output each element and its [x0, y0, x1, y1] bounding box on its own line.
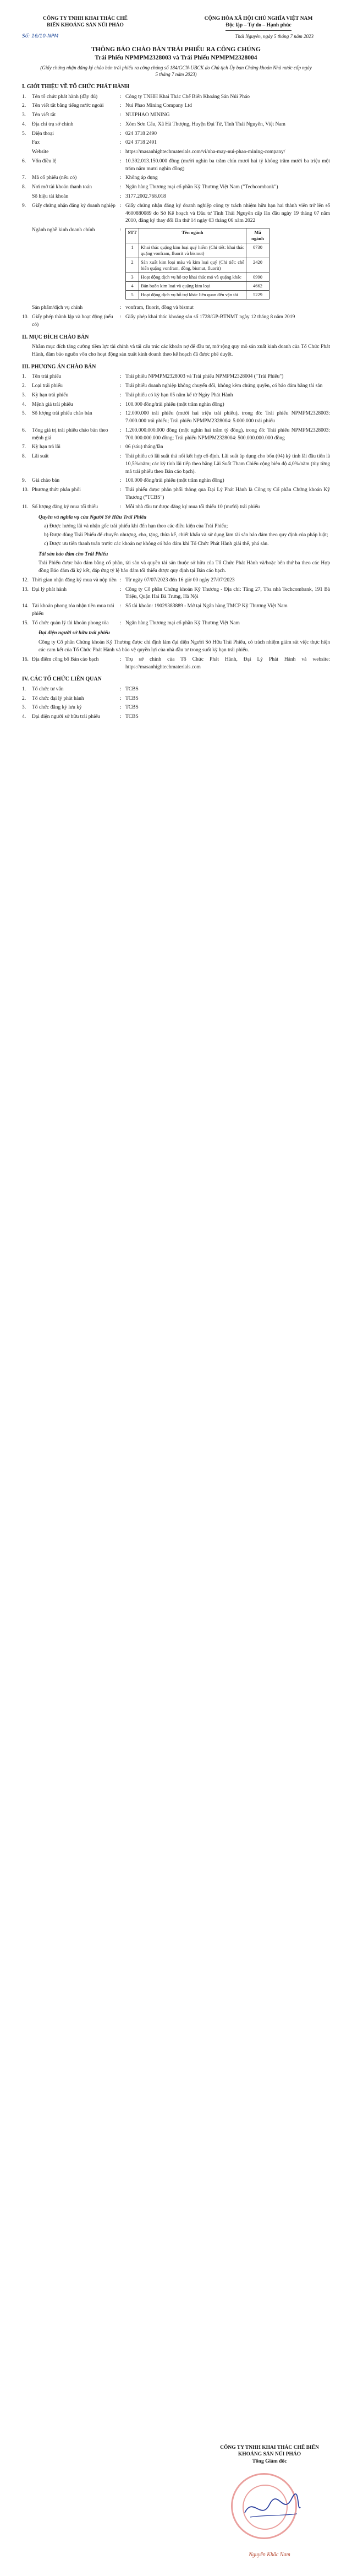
reference-line [22, 33, 330, 40]
offering-plan-row: 4. Mệnh giá trái phiếu : 100.000 đồng/trái phiếu (một trăm nghìn đồng) [22, 401, 224, 407]
issuer-name-line2: BIẾN KHOÁNG SẢN NÚI PHÁO [47, 23, 124, 29]
country-line: CỘNG HÒA XÃ HỘI CHỦ NGHĨA VIỆT NAM [204, 16, 313, 21]
holder-right-item: b) Được dùng Trái Phiếu để chuyển nhượng, cho, tặng, thừa kế, chiết khấu và sử dụng làm tài sản bảo đảm theo quy định của pháp luật; [44, 532, 328, 538]
section-2-heading: II. MỤC ĐÍCH CHÀO BÁN [22, 334, 89, 340]
col-code-header: Mã ngành [246, 228, 270, 243]
bondholder-representative-text: Công ty Cổ phần Chứng khoán Kỹ Thương được chỉ định làm đại diện Người Sở Hữu Trái Phiếu, có trách nhiệm giám sát việc thực hiện các cam kết của Tổ Chức Phát Hành và bảo vệ quyền lợi của nhà đầu tư trong suốt kỳ hạn trái phiếu. [38, 640, 330, 653]
document-date: Thái Nguyên, ngày 5 tháng 7 năm 2023 [235, 33, 314, 39]
offering-plan-row: 2. Loại trái phiếu : Trái phiếu doanh nghiệp không chuyển đổi, không kèm chứng quyền, có bảo đảm bằng tài sản [22, 383, 323, 389]
collateral-text: Trái Phiếu được bảo đảm bằng cổ phần, tài sản và quyền tài sản thuộc sở hữu của Tổ Chức Phát Hành và/hoặc bên thứ ba theo các Hợp đồng Bảo đảm đã ký kết, đáp ứng tỷ lệ bảo đảm tối thiểu được quy định tại Bản cáo bạch. [38, 560, 330, 574]
offering-plan-row: 10. Phương thức phân phối : Trái phiếu được phân phối thông qua Đại Lý Phát Hành là Công ty Cổ phần Chứng khoán Kỹ Thương ("TCBS") [22, 487, 330, 500]
document-title [22, 46, 330, 63]
issuer-info-row: 4. Địa chỉ trụ sở chính : Xóm Sơn Cẩu, Xã Hà Thượng, Huyện Đại Từ, Tỉnh Thái Nguyên, Việt Nam [22, 121, 285, 127]
signatory-name: Nguyễn Khắc Nam [249, 2552, 290, 2558]
bondholder-representative-heading: Đại diện người sở hữu trái phiếu [38, 630, 110, 636]
document-number: Số: 16/10-NPM [22, 33, 59, 39]
col-name-header: Tên ngành [139, 228, 246, 243]
business-lines-row: Ngành nghề kinh doanh chính : STT Tên ngành Mã ngành 1 Khai thác quặng kim loại quý hiếm (Chi tiết: khai thác quặng vonfram, fluorit và bismut) 0730 2 Sản xuất kim loại màu và kim loại quý (Chi tiết: chế biến quặng vonfram, đồng, bismut, fluorit) 2420 3 Hoạt động dịch vụ hỗ trợ khai thác mỏ và quặng khác 0990 4 Bán buôn kim loại và quặng kim loại 4662 5 Hoạt động dịch vụ hỗ trợ khác liên quan đến vận tải 5229 [22, 227, 330, 303]
table-row: 1 Khai thác quặng kim loại quý hiếm (Chi tiết: khai thác quặng vonfram, fluorit và bismut) 0730 [126, 243, 270, 258]
offering-plan-row: 6. Tổng giá trị trái phiếu chào bán theo mệnh giá : 1.200.000.000.000 đồng (một nghìn hai trăm tỷ đồng), trong đó: Trái phiếu NPMPM2328003: 700.000.000.000 đồng; Trái phiếu NPMPM2328004: 500.000.000.000 đồng [22, 427, 330, 441]
offering-plan-row: 15. Tổ chức quản lý tài khoản phong tỏa : Ngân hàng Thương mại cổ phần Kỹ Thương Việt Nam [22, 620, 240, 626]
section-1-heading: I. GIỚI THIỆU VỀ TỔ CHỨC PHÁT HÀNH [22, 84, 130, 90]
table-row: 3 Hoạt động dịch vụ hỗ trợ khai thác mỏ và quặng khác 0990 [126, 273, 270, 282]
offering-plan-row: 12. Thời gian nhận đăng ký mua và nộp tiền : Từ ngày 07/07/2023 đến 16 giờ 00 ngày 27/07/2023 [22, 577, 235, 583]
issuer-info-row: 3. Tên viết tắt : NUIPHAO MINING [22, 112, 170, 118]
license-row: 10. Giấy phép thành lập và hoạt động (nếu có) : Giấy phép khai thác khoáng sản số 1728/GP-BTNMT ngày 12 tháng 8 năm 2019 [22, 314, 295, 328]
business-registration-row: 9. Giấy chứng nhận đăng ký doanh nghiệp : Giấy chứng nhận đăng ký doanh nghiệp công ty trách nhiệm hữu hạn hai thành viên trở lên số 4600880089 do Sở Kế hoạch và Đầu tư Tỉnh Thái Nguyên cấp lần đầu ngày 19 tháng 07 năm 2010, đăng ký thay đổi lần thứ 14 ngày 03 tháng 06 năm 2022 [22, 203, 330, 224]
prospectus-location-row: 16. Địa điểm công bố Bản cáo bạch : Trụ sở chính của Tổ Chức Phát Hành, Đại Lý Phát Hành và website: https://masanhightechmaterials.com [22, 656, 330, 670]
issuer-info-row: 8. Nơi mở tài khoản thanh toán : Ngân hàng Thương mại cổ phần Kỹ Thương Việt Nam ("Techcombank") [22, 184, 278, 190]
national-header [187, 15, 330, 31]
offering-plan-row: 1. Tên trái phiếu : Trái phiếu NPMPM2328003 và Trái phiếu NPMPM2328004 ("Trái Phiếu") [22, 374, 284, 380]
offering-plan-row: 14. Tài khoản phong tỏa nhận tiền mua trái phiếu : Số tài khoản: 19029383889 - Mở tại Ngân hàng TMCP Kỹ Thương Việt Nam [22, 603, 288, 617]
related-org-row: 1. Tổ chức tư vấn : TCBS [22, 686, 139, 692]
issuer-info-row: Số hiệu tài khoản : 3177.2002.768.018 [32, 193, 166, 199]
offering-plan-row: 13. Đại lý phát hành : Công ty Cổ phần Chứng khoán Kỹ Thương - Địa chỉ: Tầng 27, Tòa nhà Techcombank, 191 Bà Triệu, Quận Hai Bà Trưng, Hà Nội [22, 586, 330, 600]
offering-plan-row: 3. Kỳ hạn trái phiếu : Trái phiếu có kỳ hạn 05 năm kể từ Ngày Phát Hành [22, 392, 233, 398]
col-stt-header: STT [126, 228, 139, 243]
related-org-row: 4. Đại diện người sở hữu trái phiếu : TCBS [22, 714, 139, 720]
motto-underline [226, 30, 292, 31]
related-org-row: 2. Tổ chức đại lý phát hành : TCBS [22, 695, 139, 701]
issuer-info-row: 6. Vốn điều lệ : 10.392.013.150.000 đồng (mười nghìn ba trăm chín mươi hai tỷ không trăm mười ba triệu một trăm năm mươi nghìn đồng) [22, 158, 330, 172]
offering-plan-row: 7. Kỳ hạn trả lãi : 06 (sáu) tháng/lần [22, 444, 163, 450]
collateral-heading: Tài sản bảo đảm cho Trái Phiếu [38, 551, 108, 557]
handwritten-signature [242, 2491, 302, 2524]
table-row: 4 Bán buôn kim loại và quặng kim loại 4662 [126, 282, 270, 291]
website-link[interactable]: https://masanhightechmaterials.com/vi/nha-may-nui-phao-mining-company/ [125, 149, 285, 155]
issuer-info-row: 5. Điện thoại : 024 3718 2490 [22, 130, 157, 137]
signatory-organization: CÔNG TY TNHH KHAI THÁC CHẾ BIẾN KHOÁNG SẢN NÚI PHÁO [220, 2445, 319, 2458]
business-lines-label: Ngành nghề kinh doanh chính [32, 227, 95, 233]
issuer-name-line1: CÔNG TY TNHH KHAI THÁC CHẾ [42, 16, 128, 21]
offering-plan-row: 9. Giá chào bán : 100.000 đồng/trái phiếu (một trăm nghìn đồng) [22, 478, 224, 484]
offering-purpose-text: Nhằm mục đích tăng cường tiềm lực tài chính và tái cấu trúc các khoản nợ để đầu tư, mở rộng quy mô sản xuất kinh doanh của Tổ Chức Phát Hành, đảm bảo nguồn vốn cho hoạt động sản xuất kinh doanh theo kế hoạch đã được phê duyệt. [32, 344, 330, 358]
issuer-header [22, 15, 148, 31]
holder-rights-heading: Quyền và nghĩa vụ của Người Sở Hữu Trái Phiếu [38, 514, 147, 520]
table-row: 2 Sản xuất kim loại màu và kim loại quý (Chi tiết: chế biến quặng vonfram, đồng, bismut, fluorit) 2420 [126, 258, 270, 273]
issuer-website-row: Website : https://masanhightechmaterials.com/vi/nha-may-nui-phao-mining-company/ [22, 149, 330, 156]
issuer-info-row: Fax : 024 3718 2491 [32, 140, 157, 146]
holder-right-item: a) Được hưởng lãi và nhận gốc trái phiếu khi đến hạn theo các điều kiện của Trái Phiếu; [44, 524, 228, 530]
title-line2: Trái Phiếu NPMPM2328003 và Trái Phiếu NPMPM2328004 [95, 55, 257, 62]
table-header-row [126, 228, 270, 243]
offering-plan-row: 11. Số lượng đăng ký mua tối thiểu : Mỗi nhà đầu tư được đăng ký mua tối thiểu 10 (mười) trái phiếu [22, 504, 260, 510]
signature-area [209, 2469, 330, 2551]
signature-block [209, 2444, 330, 2559]
offering-plan-row: 5. Số lượng trái phiếu chào bán : 12.000.000 trái phiếu (mười hai triệu trái phiếu), trong đó: Trái phiếu NPMPM2328003: 7.000.000 trái phiếu; Trái phiếu NPMPM2328004: 5.000.000 trái phiếu [22, 411, 330, 424]
business-lines-table [125, 228, 270, 299]
national-motto: Độc lập – Tự do – Hạnh phúc [226, 23, 292, 29]
section-4-heading: IV. CÁC TỔ CHỨC LIÊN QUAN [22, 676, 102, 683]
issuer-info-row: 7. Mã cổ phiếu (nếu có) : Không áp dụng [22, 175, 158, 181]
section-3-heading: III. PHƯƠNG ÁN CHÀO BÁN [22, 363, 96, 370]
issuer-info-row: 1. Tên tổ chức phát hành (đầy đủ) : Công ty TNHH Khai Thác Chế Biến Khoáng Sản Núi Pháo [22, 94, 250, 100]
holder-right-item: c) Được ưu tiên thanh toán trước các khoản nợ không có bảo đảm khi Tổ Chức Phát Hành giải thể, phá sản. [44, 541, 269, 547]
title-line1: THÔNG BÁO CHÀO BÁN TRÁI PHIẾU RA CÔNG CHÚNG [91, 46, 261, 53]
main-products-row: Sản phẩm/dịch vụ chính : vonfram, fluorit, đồng và bismut [32, 305, 194, 311]
signatory-title: Tổng Giám đốc [252, 2458, 287, 2464]
title-subtitle: (Giấy chứng nhận đăng ký chào bán trái phiếu ra công chúng số 184/GCN-UBCK do Chủ tịch Ủy ban Chứng khoán Nhà nước cấp ngày 5 tháng 7 năm 2023) [40, 64, 312, 77]
issuer-info-row: 2. Tên viết tắt bằng tiếng nước ngoài : Nui Phao Mining Company Ltd [22, 103, 192, 109]
document-header [22, 15, 330, 31]
table-row: 5 Hoạt động dịch vụ hỗ trợ khác liên quan đến vận tải 5229 [126, 291, 270, 299]
offering-plan-row: 8. Lãi suất : Trái phiếu có lãi suất thả nổi kết hợp cố định. Lãi suất áp dụng cho bốn (04) kỳ tính lãi đầu tiên là 10,5%/năm; các kỳ tính lãi tiếp theo bằng Lãi Suất Tham Chiếu cộng biên độ 4,0%/năm (tùy từng mã trái phiếu theo Bản cáo bạch). [22, 454, 330, 475]
related-org-row: 3. Tổ chức đăng ký lưu ký : TCBS [22, 705, 139, 711]
